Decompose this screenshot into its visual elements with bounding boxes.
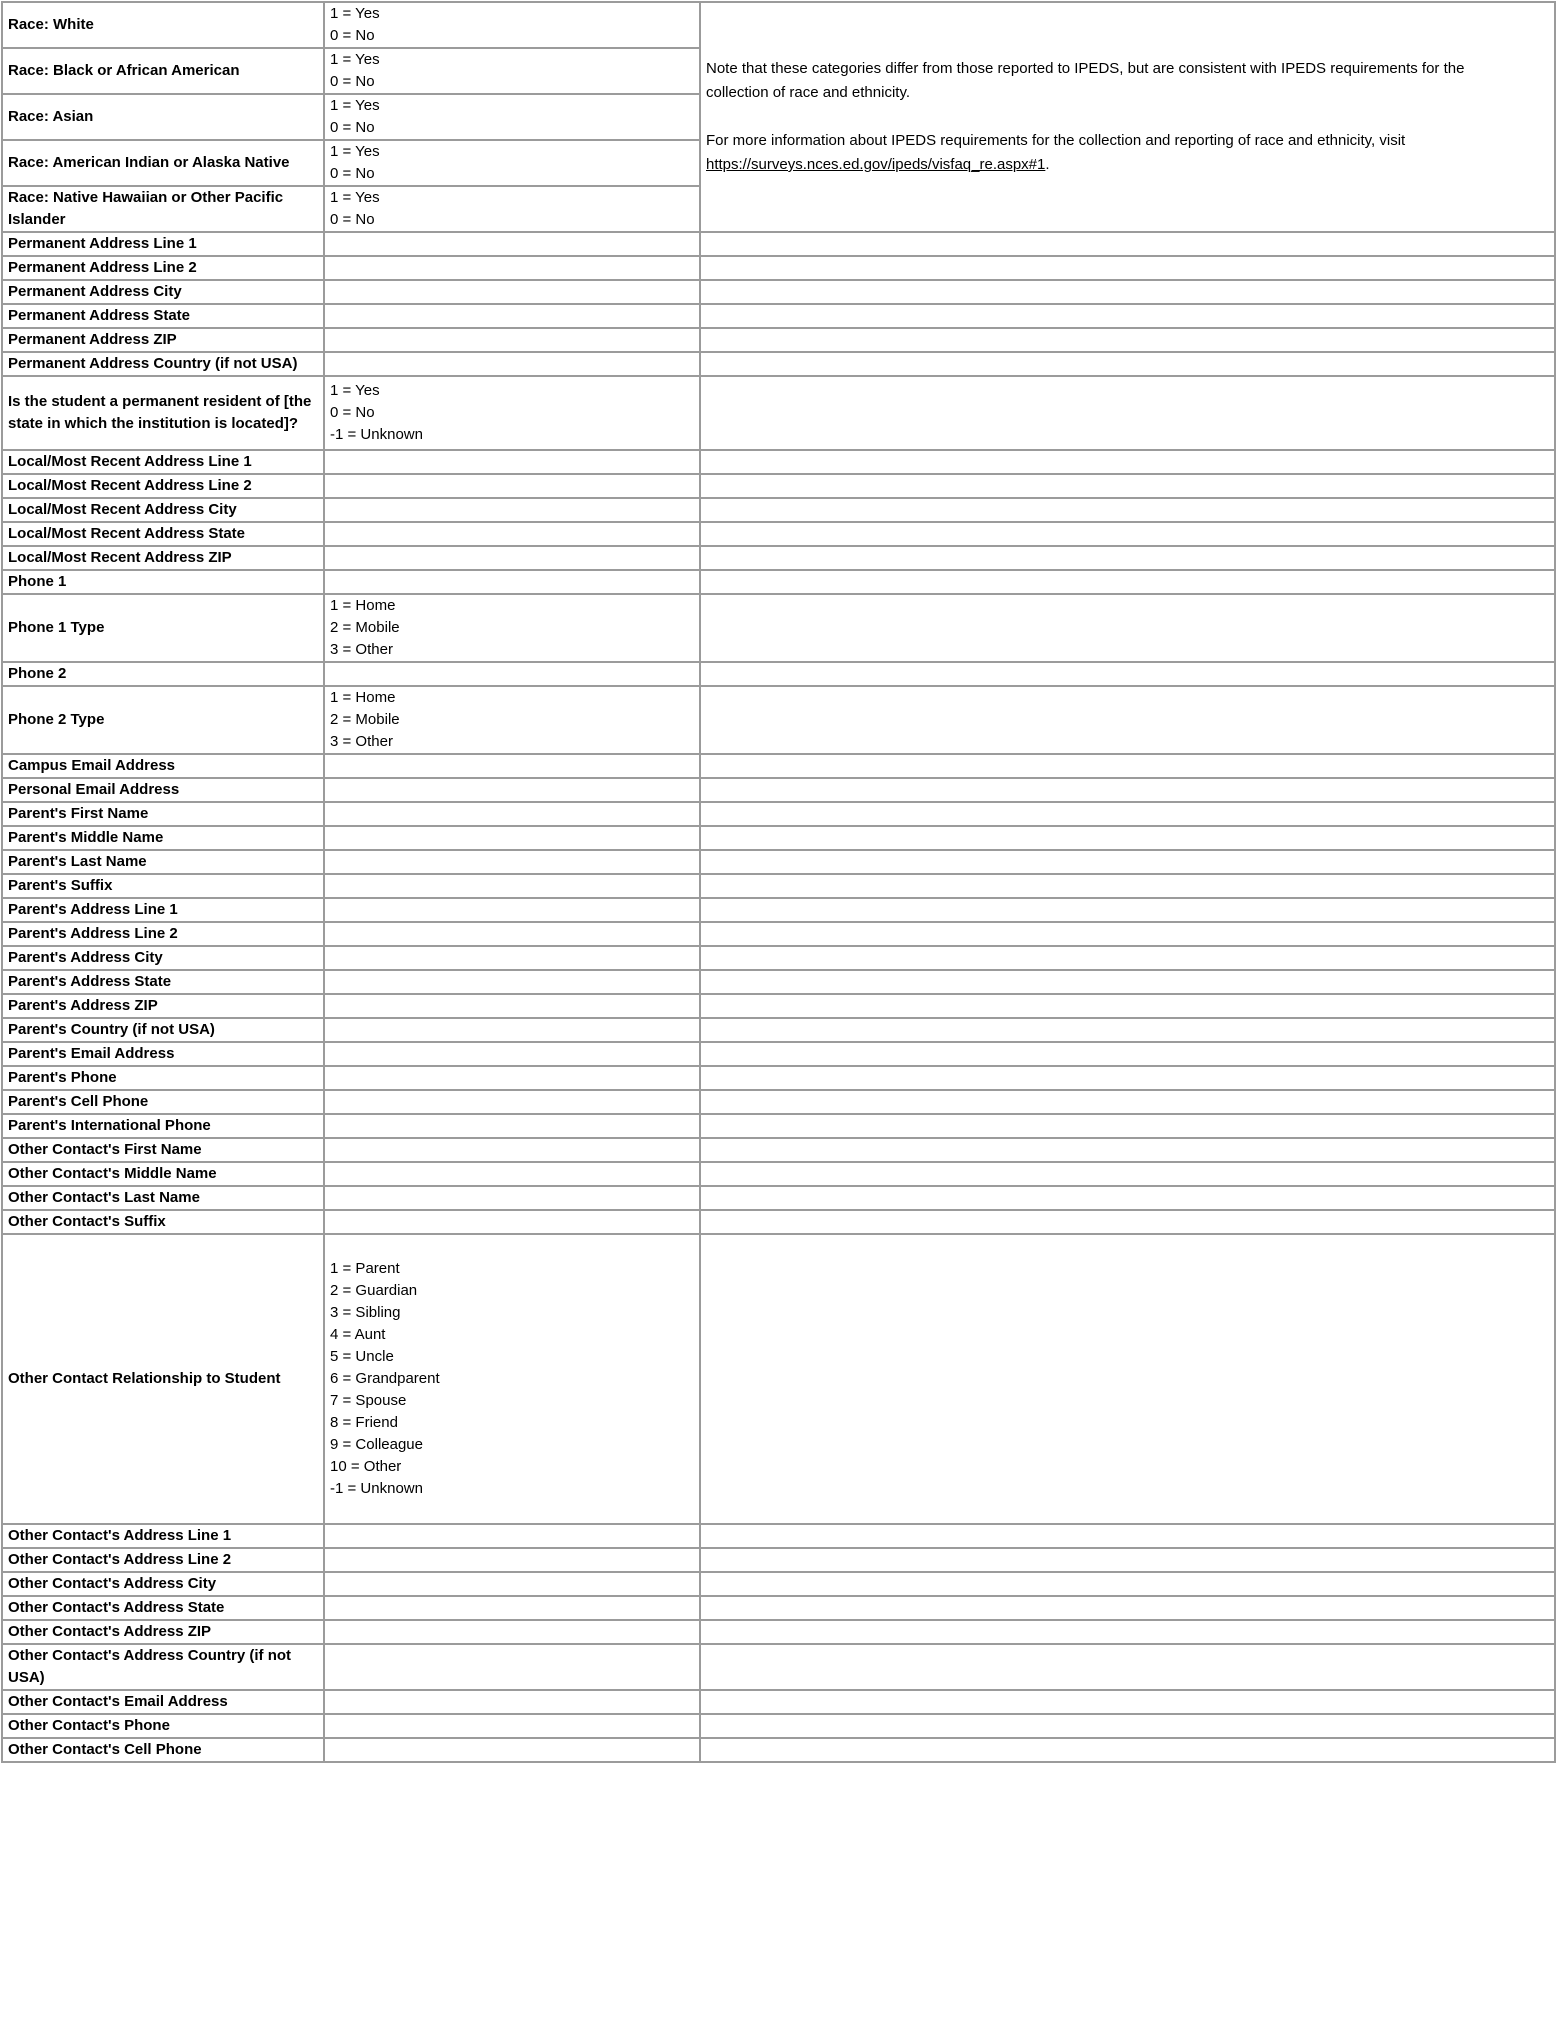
field-name-cell: Other Contact's Phone bbox=[2, 1714, 324, 1738]
table-row bbox=[2, 256, 1555, 280]
value-codes-cell bbox=[324, 1114, 700, 1138]
value-codes-cell bbox=[324, 994, 700, 1018]
value-code: -1 = Unknown bbox=[330, 426, 423, 443]
notes-cell bbox=[700, 1066, 1555, 1090]
value-codes-cell bbox=[324, 802, 700, 826]
field-name-cell: Permanent Address ZIP bbox=[2, 328, 324, 352]
field-definition-table bbox=[1, 1, 1556, 1763]
field-name-cell: Parent's Country (if not USA) bbox=[2, 1018, 324, 1042]
table-row bbox=[2, 280, 1555, 304]
notes-cell bbox=[700, 922, 1555, 946]
field-name-cell: Other Contact's Middle Name bbox=[2, 1162, 324, 1186]
field-name-cell: Permanent Address Line 2 bbox=[2, 256, 324, 280]
notes-cell bbox=[700, 232, 1555, 256]
value-codes-cell bbox=[324, 970, 700, 994]
table-row bbox=[2, 328, 1555, 352]
notes-cell bbox=[700, 1042, 1555, 1066]
value-code: 4 = Aunt bbox=[330, 1326, 386, 1343]
value-code: 0 = No bbox=[330, 119, 375, 136]
notes-cell bbox=[700, 352, 1555, 376]
field-name-cell: Permanent Address Country (if not USA) bbox=[2, 352, 324, 376]
value-codes-cell bbox=[324, 1738, 700, 1762]
notes-cell bbox=[700, 970, 1555, 994]
value-codes-cell bbox=[324, 498, 700, 522]
table-row bbox=[2, 522, 1555, 546]
value-code: 1 = Yes bbox=[330, 189, 380, 206]
field-name-cell: Parent's Last Name bbox=[2, 850, 324, 874]
notes-cell bbox=[700, 1138, 1555, 1162]
field-name-cell: Phone 1 bbox=[2, 570, 324, 594]
notes-cell bbox=[700, 570, 1555, 594]
table-row bbox=[2, 376, 1555, 450]
value-codes-cell bbox=[324, 522, 700, 546]
table-row bbox=[2, 662, 1555, 686]
value-codes-cell bbox=[324, 304, 700, 328]
field-name-cell: Other Contact's Address City bbox=[2, 1572, 324, 1596]
notes-cell bbox=[700, 1644, 1555, 1690]
table-row bbox=[2, 474, 1555, 498]
table-row bbox=[2, 1572, 1555, 1596]
table-row bbox=[2, 1620, 1555, 1644]
notes-cell bbox=[700, 1714, 1555, 1738]
value-codes-cell bbox=[324, 946, 700, 970]
notes-cell bbox=[700, 826, 1555, 850]
ipeds-note-period: . bbox=[1045, 156, 1050, 173]
table-row bbox=[2, 686, 1555, 754]
ipeds-note-cell bbox=[700, 2, 1555, 232]
value-codes-cell bbox=[324, 1548, 700, 1572]
table-row bbox=[2, 1066, 1555, 1090]
value-codes-cell bbox=[324, 826, 700, 850]
field-name-cell: Other Contact's Address State bbox=[2, 1596, 324, 1620]
value-code: 0 = No bbox=[330, 211, 375, 228]
value-codes-cell bbox=[324, 1210, 700, 1234]
notes-cell bbox=[700, 1210, 1555, 1234]
value-code: 1 = Home bbox=[330, 597, 396, 614]
notes-cell bbox=[700, 1018, 1555, 1042]
value-code: 10 = Other bbox=[330, 1458, 402, 1475]
notes-cell bbox=[700, 1186, 1555, 1210]
field-name-cell: Parent's Address Line 1 bbox=[2, 898, 324, 922]
field-name-cell: Is the student a permanent resident of [the state in which the institution is located]? bbox=[2, 376, 324, 450]
field-name-cell: Campus Email Address bbox=[2, 754, 324, 778]
value-codes-cell bbox=[324, 594, 700, 662]
value-code: 0 = No bbox=[330, 165, 375, 182]
field-name-cell: Parent's International Phone bbox=[2, 1114, 324, 1138]
value-code: 0 = No bbox=[330, 73, 375, 90]
notes-cell bbox=[700, 1738, 1555, 1762]
value-codes-cell bbox=[324, 922, 700, 946]
notes-cell bbox=[700, 328, 1555, 352]
value-codes-cell bbox=[324, 328, 700, 352]
field-name-cell: Other Contact's Address ZIP bbox=[2, 1620, 324, 1644]
notes-cell bbox=[700, 1596, 1555, 1620]
table-row bbox=[2, 1114, 1555, 1138]
notes-cell bbox=[700, 1620, 1555, 1644]
value-codes-cell bbox=[324, 1186, 700, 1210]
table-row bbox=[2, 778, 1555, 802]
value-code: 3 = Other bbox=[330, 733, 393, 750]
notes-cell bbox=[700, 898, 1555, 922]
table-row bbox=[2, 754, 1555, 778]
value-codes-cell bbox=[324, 662, 700, 686]
field-name-cell: Parent's Suffix bbox=[2, 874, 324, 898]
field-name-cell: Phone 1 Type bbox=[2, 594, 324, 662]
value-code: 1 = Home bbox=[330, 689, 396, 706]
field-name-cell: Phone 2 Type bbox=[2, 686, 324, 754]
value-code: 7 = Spouse bbox=[330, 1392, 407, 1409]
notes-cell bbox=[700, 594, 1555, 662]
table-row bbox=[2, 1524, 1555, 1548]
field-name-cell: Personal Email Address bbox=[2, 778, 324, 802]
field-name-cell: Other Contact's Address Line 1 bbox=[2, 1524, 324, 1548]
table-row bbox=[2, 922, 1555, 946]
table-row bbox=[2, 874, 1555, 898]
value-codes-cell bbox=[324, 778, 700, 802]
notes-cell bbox=[700, 1572, 1555, 1596]
field-name-cell: Race: White bbox=[2, 2, 324, 48]
value-code: 3 = Other bbox=[330, 641, 393, 658]
spreadsheet bbox=[1, 1, 1556, 1763]
value-code: 9 = Colleague bbox=[330, 1436, 423, 1453]
value-code: 0 = No bbox=[330, 27, 375, 44]
table-row bbox=[2, 1714, 1555, 1738]
value-codes-cell bbox=[324, 1042, 700, 1066]
table-row bbox=[2, 546, 1555, 570]
table-row bbox=[2, 898, 1555, 922]
table-row bbox=[2, 1210, 1555, 1234]
table-row bbox=[2, 1162, 1555, 1186]
notes-cell bbox=[700, 1090, 1555, 1114]
value-code: 6 = Grandparent bbox=[330, 1370, 440, 1387]
field-name-cell: Phone 2 bbox=[2, 662, 324, 686]
field-name-cell: Local/Most Recent Address State bbox=[2, 522, 324, 546]
value-codes-cell bbox=[324, 2, 700, 48]
value-code: 1 = Yes bbox=[330, 97, 380, 114]
value-code: 8 = Friend bbox=[330, 1414, 398, 1431]
field-name-cell: Race: Asian bbox=[2, 94, 324, 140]
field-table-body bbox=[2, 2, 1555, 1762]
table-row bbox=[2, 850, 1555, 874]
value-codes-cell bbox=[324, 280, 700, 304]
field-name-cell: Parent's First Name bbox=[2, 802, 324, 826]
notes-cell bbox=[700, 802, 1555, 826]
field-name-cell: Parent's Address ZIP bbox=[2, 994, 324, 1018]
value-codes-cell bbox=[324, 376, 700, 450]
notes-cell bbox=[700, 450, 1555, 474]
value-codes-cell bbox=[324, 48, 700, 94]
table-row bbox=[2, 450, 1555, 474]
value-code: 5 = Uncle bbox=[330, 1348, 394, 1365]
value-code: 1 = Parent bbox=[330, 1260, 400, 1277]
notes-cell bbox=[700, 280, 1555, 304]
field-name-cell: Local/Most Recent Address Line 2 bbox=[2, 474, 324, 498]
value-code: 1 = Yes bbox=[330, 51, 380, 68]
notes-cell bbox=[700, 1548, 1555, 1572]
notes-cell bbox=[700, 304, 1555, 328]
value-code: 1 = Yes bbox=[330, 5, 380, 22]
value-codes-cell bbox=[324, 1090, 700, 1114]
value-codes-cell bbox=[324, 1620, 700, 1644]
field-name-cell: Local/Most Recent Address Line 1 bbox=[2, 450, 324, 474]
table-row bbox=[2, 2, 1555, 48]
table-row bbox=[2, 1042, 1555, 1066]
value-codes-cell bbox=[324, 850, 700, 874]
notes-cell bbox=[700, 498, 1555, 522]
field-name-cell: Other Contact's Email Address bbox=[2, 1690, 324, 1714]
value-code: 1 = Yes bbox=[330, 143, 380, 160]
table-row bbox=[2, 1644, 1555, 1690]
field-name-cell: Other Contact's Cell Phone bbox=[2, 1738, 324, 1762]
value-codes-cell bbox=[324, 186, 700, 232]
notes-cell bbox=[700, 662, 1555, 686]
field-name-cell: Parent's Address State bbox=[2, 970, 324, 994]
value-codes-cell bbox=[324, 256, 700, 280]
notes-cell bbox=[700, 256, 1555, 280]
value-codes-cell bbox=[324, 1234, 700, 1524]
field-name-cell: Other Contact's Last Name bbox=[2, 1186, 324, 1210]
notes-cell bbox=[700, 376, 1555, 450]
notes-cell bbox=[700, 946, 1555, 970]
field-name-cell: Parent's Address Line 2 bbox=[2, 922, 324, 946]
table-row bbox=[2, 1596, 1555, 1620]
table-row bbox=[2, 304, 1555, 328]
value-codes-cell bbox=[324, 686, 700, 754]
notes-cell bbox=[700, 1524, 1555, 1548]
field-name-cell: Permanent Address Line 1 bbox=[2, 232, 324, 256]
notes-cell bbox=[700, 754, 1555, 778]
ipeds-link[interactable]: https://surveys.nces.ed.gov/ipeds/visfaq_re.aspx#1 bbox=[706, 156, 1046, 173]
notes-cell bbox=[700, 1234, 1555, 1524]
table-row bbox=[2, 946, 1555, 970]
value-codes-cell bbox=[324, 232, 700, 256]
field-name-cell: Race: Black or African American bbox=[2, 48, 324, 94]
table-row bbox=[2, 826, 1555, 850]
value-codes-cell bbox=[324, 474, 700, 498]
notes-cell bbox=[700, 686, 1555, 754]
value-codes-cell bbox=[324, 898, 700, 922]
table-row bbox=[2, 1018, 1555, 1042]
value-codes-cell bbox=[324, 94, 700, 140]
notes-cell bbox=[700, 474, 1555, 498]
value-code: 3 = Sibling bbox=[330, 1304, 401, 1321]
table-row bbox=[2, 970, 1555, 994]
value-codes-cell bbox=[324, 1572, 700, 1596]
field-name-cell: Race: Native Hawaiian or Other Pacific Islander bbox=[2, 186, 324, 232]
table-row bbox=[2, 1234, 1555, 1524]
table-row bbox=[2, 994, 1555, 1018]
value-codes-cell bbox=[324, 1690, 700, 1714]
table-row bbox=[2, 232, 1555, 256]
field-name-cell: Other Contact's Suffix bbox=[2, 1210, 324, 1234]
notes-cell bbox=[700, 778, 1555, 802]
table-row bbox=[2, 498, 1555, 522]
ipeds-note-paragraph: Note that these categories differ from those reported to IPEDS, but are consistent with IPEDS requirements for the collection of race and ethnicity. bbox=[706, 60, 1465, 101]
notes-cell bbox=[700, 850, 1555, 874]
table-row bbox=[2, 570, 1555, 594]
notes-cell bbox=[700, 1162, 1555, 1186]
table-row bbox=[2, 1186, 1555, 1210]
field-name-cell: Permanent Address State bbox=[2, 304, 324, 328]
value-codes-cell bbox=[324, 570, 700, 594]
field-name-cell: Race: American Indian or Alaska Native bbox=[2, 140, 324, 186]
value-codes-cell bbox=[324, 1066, 700, 1090]
table-row bbox=[2, 1690, 1555, 1714]
value-code: 1 = Yes bbox=[330, 382, 380, 399]
value-codes-cell bbox=[324, 1644, 700, 1690]
field-name-cell: Parent's Address City bbox=[2, 946, 324, 970]
field-name-cell: Local/Most Recent Address City bbox=[2, 498, 324, 522]
table-row bbox=[2, 594, 1555, 662]
value-codes-cell bbox=[324, 1596, 700, 1620]
value-codes-cell bbox=[324, 450, 700, 474]
table-row bbox=[2, 352, 1555, 376]
value-codes-cell bbox=[324, 1138, 700, 1162]
value-codes-cell bbox=[324, 754, 700, 778]
ipeds-more-info-text: For more information about IPEDS requirements for the collection and reporting of race and ethnicity, visit bbox=[706, 132, 1406, 149]
value-code: 0 = No bbox=[330, 404, 375, 421]
field-name-cell: Parent's Email Address bbox=[2, 1042, 324, 1066]
value-codes-cell bbox=[324, 1714, 700, 1738]
value-code: -1 = Unknown bbox=[330, 1480, 423, 1497]
field-name-cell: Parent's Cell Phone bbox=[2, 1090, 324, 1114]
field-name-cell: Local/Most Recent Address ZIP bbox=[2, 546, 324, 570]
table-row bbox=[2, 802, 1555, 826]
notes-cell bbox=[700, 1690, 1555, 1714]
value-codes-cell bbox=[324, 1162, 700, 1186]
notes-cell bbox=[700, 994, 1555, 1018]
field-name-cell: Other Contact Relationship to Student bbox=[2, 1234, 324, 1524]
value-codes-cell bbox=[324, 1524, 700, 1548]
notes-cell bbox=[700, 546, 1555, 570]
value-codes-cell bbox=[324, 140, 700, 186]
field-name-cell: Parent's Phone bbox=[2, 1066, 324, 1090]
notes-cell bbox=[700, 522, 1555, 546]
ipeds-more-info-paragraph bbox=[706, 129, 1496, 177]
table-row bbox=[2, 1548, 1555, 1572]
field-name-cell: Other Contact's Address Country (if not USA) bbox=[2, 1644, 324, 1690]
field-name-cell: Other Contact's First Name bbox=[2, 1138, 324, 1162]
value-code: 2 = Mobile bbox=[330, 711, 400, 728]
table-row bbox=[2, 1138, 1555, 1162]
value-codes-cell bbox=[324, 1018, 700, 1042]
table-row bbox=[2, 1738, 1555, 1762]
value-codes-cell bbox=[324, 546, 700, 570]
field-name-cell: Other Contact's Address Line 2 bbox=[2, 1548, 324, 1572]
value-codes-cell bbox=[324, 874, 700, 898]
value-code: 2 = Guardian bbox=[330, 1282, 418, 1299]
notes-cell bbox=[700, 874, 1555, 898]
value-codes-cell bbox=[324, 352, 700, 376]
notes-cell bbox=[700, 1114, 1555, 1138]
table-row bbox=[2, 1090, 1555, 1114]
value-code: 2 = Mobile bbox=[330, 619, 400, 636]
field-name-cell: Permanent Address City bbox=[2, 280, 324, 304]
field-name-cell: Parent's Middle Name bbox=[2, 826, 324, 850]
